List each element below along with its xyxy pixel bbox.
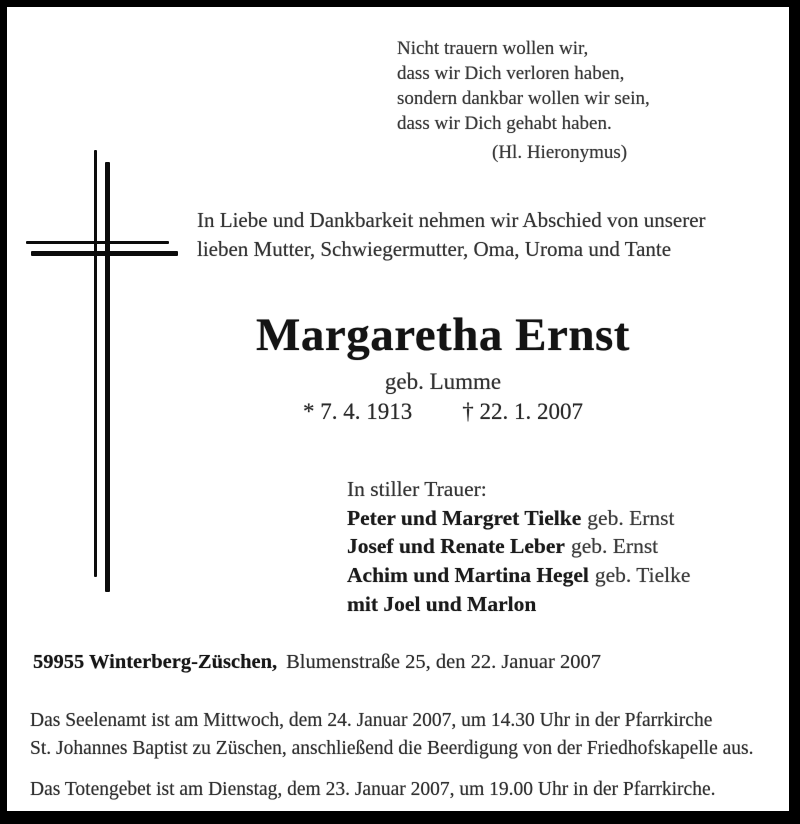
cross-horizontal-thick-bar (31, 251, 178, 256)
quote-attribution: (Hl. Hieronymus) (492, 142, 628, 163)
prayer-service-info: Das Totengebet ist am Dienstag, dem 23. Januar 2007, um 19.00 Uhr in der Pfarrkirche. (30, 779, 716, 800)
funeral-service-line-2: St. Johannes Baptist zu Züschen, anschließend die Beerdigung von der Friedhofskapelle aus. (30, 737, 754, 759)
quote-block (397, 36, 650, 165)
mourner-names: Peter und Margret Tielke (347, 505, 582, 530)
death-date: † 22. 1. 2007 (462, 399, 583, 425)
mourner-suffix: geb. Ernst (587, 505, 675, 530)
cross-vertical-thick-bar (105, 162, 110, 592)
mourner-names: mit Joel und Marlon (347, 591, 537, 616)
birth-date: * 7. 4. 1913 (303, 399, 413, 425)
funeral-service-line-1: Das Seelenamt ist am Mittwoch, dem 24. Januar 2007, um 14.30 Uhr in der Pfarrkirche (30, 710, 713, 731)
cross-vertical-thin-bar (94, 150, 97, 577)
mourner-entry (347, 590, 690, 619)
location-name: 59955 Winterberg-Züschen, (33, 651, 278, 673)
life-dates (163, 399, 723, 425)
mourner-entry (347, 504, 690, 533)
mourners-block (347, 475, 690, 619)
quote-line: dass wir Dich verloren haben, (397, 63, 625, 84)
mourner-suffix: geb. Tielke (594, 563, 691, 588)
intro-block (197, 206, 706, 263)
mourner-suffix: geb. Ernst (570, 534, 659, 559)
mourner-names: Josef und Renate Leber (347, 534, 565, 559)
mourner-entry (347, 532, 690, 561)
intro-line-2: lieben Mutter, Schwiegermutter, Oma, Uroma und Tante (197, 236, 672, 261)
deceased-name: Margaretha Ernst (256, 309, 630, 361)
maiden-name: geb. Lumme (384, 369, 502, 395)
quote-line: dass wir Dich gehabt haben. (397, 113, 612, 134)
memorial-cross-icon (26, 150, 184, 594)
obituary-page (7, 7, 789, 811)
mourner-entry (347, 561, 690, 590)
quote-line: Nicht trauern wollen wir, (397, 38, 589, 59)
mourners-heading: In stiller Trauer: (347, 477, 487, 501)
location-details: Blumenstraße 25, den 22. Januar 2007 (286, 651, 601, 673)
cross-horizontal-thin-bar (26, 241, 169, 244)
quote-line: sondern dankbar wollen wir sein, (397, 88, 650, 109)
deceased-block (163, 308, 723, 425)
mourner-names: Achim und Martina Hegel (347, 563, 589, 588)
intro-line-1: In Liebe und Dankbarkeit nehmen wir Abschied von unserer (197, 208, 706, 232)
location-line (33, 651, 601, 674)
funeral-service-info (30, 707, 754, 762)
